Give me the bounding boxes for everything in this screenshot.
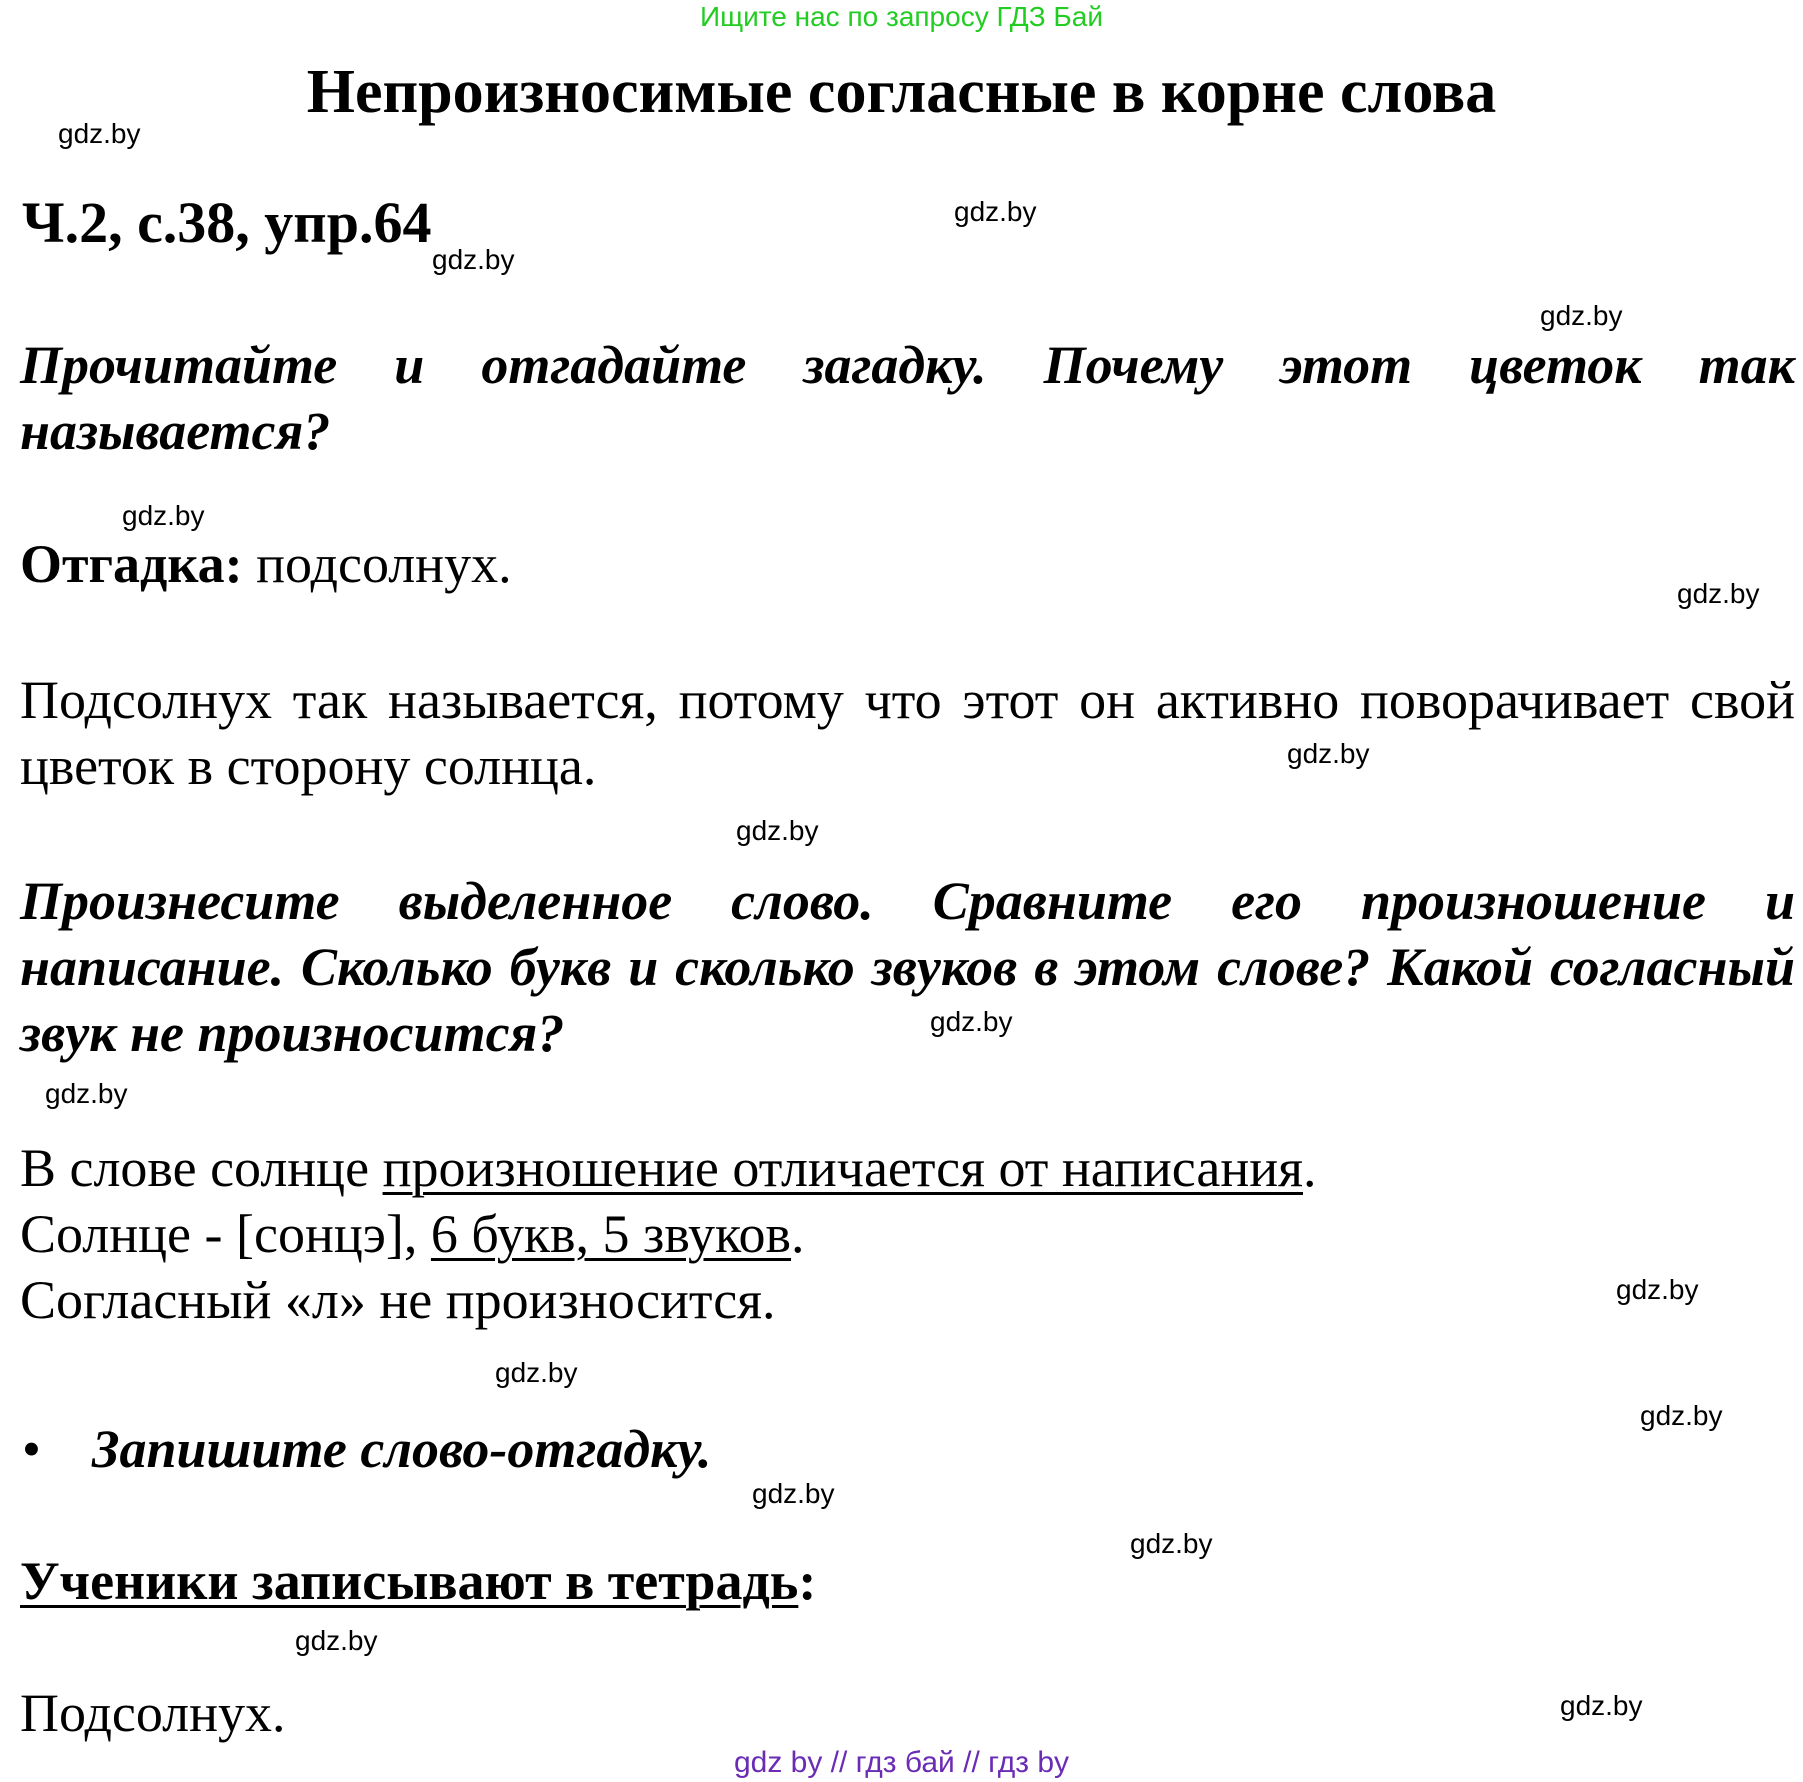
line1-prefix: В слове солнце	[20, 1138, 383, 1198]
watermark: gdz.by	[122, 500, 205, 531]
search-banner: Ищите нас по запросу ГДЗ Бай	[699, 1, 1104, 32]
notebook-label: Ученики записывают в тетрадь	[20, 1551, 799, 1611]
task1-answer	[20, 531, 1795, 597]
line2-underlined: 6 букв, 5 звуков	[430, 1204, 792, 1264]
task1-instruction: Прочитайте и отгадайте загадку. Почему этот цветок так называется?	[20, 335, 1795, 461]
line2-suffix: .	[791, 1204, 805, 1264]
page-title: Непроизносимые согласные в корне слова	[306, 58, 1497, 126]
answer-value: подсолнух.	[242, 534, 512, 594]
line1-underlined: произношение отличается от написания	[382, 1138, 1304, 1198]
bullet-point: •	[22, 1419, 41, 1479]
watermark: gdz.by	[1616, 1274, 1699, 1305]
task1-explanation: Подсолнух так называется, потому что этот он активно поворачивает свой цветок в сторону солнца.	[20, 670, 1795, 796]
watermark: gdz.by	[295, 1625, 378, 1656]
footer-links: gdz by // гдз бай // гдз by	[733, 1746, 1070, 1779]
watermark: gdz.by	[752, 1478, 835, 1509]
watermark: gdz.by	[58, 118, 141, 149]
notebook-heading	[20, 1548, 816, 1614]
watermark: gdz.by	[930, 1006, 1013, 1037]
watermark: gdz.by	[736, 815, 819, 846]
watermark: gdz.by	[1540, 300, 1623, 331]
watermark: gdz.by	[1130, 1528, 1213, 1559]
watermark: gdz.by	[1677, 578, 1760, 609]
watermark: gdz.by	[1287, 738, 1370, 769]
answer-label: Отгадка:	[20, 534, 243, 594]
notebook-answer: Подсолнух.	[20, 1683, 286, 1743]
watermark: gdz.by	[45, 1078, 128, 1109]
watermark: gdz.by	[954, 196, 1037, 227]
exercise-reference: Ч.2, с.38, упр.64	[22, 190, 432, 255]
task2-answer-line3: Согласный «л» не произносится.	[20, 1270, 776, 1330]
watermark: gdz.by	[432, 244, 515, 275]
watermark-hidden: gdz.by	[1640, 1400, 1723, 1431]
task2-answer-line1	[20, 1135, 1795, 1201]
watermark: gdz.by	[495, 1357, 578, 1388]
task3-instruction: Запишите слово-отгадку.	[92, 1419, 712, 1479]
task2-answer-line2	[20, 1201, 1795, 1267]
line2-prefix: Солнце - [сонцэ],	[20, 1204, 431, 1264]
notebook-colon: :	[798, 1551, 817, 1611]
task2-instruction: Произнесите выделенное слово. Сравните его произношение и написание. Сколько букв и сколько звуков в этом слове? Какой согласный звук не произносится?	[20, 871, 1795, 1063]
watermark: gdz.by	[1560, 1690, 1643, 1721]
line1-suffix: .	[1303, 1138, 1317, 1198]
